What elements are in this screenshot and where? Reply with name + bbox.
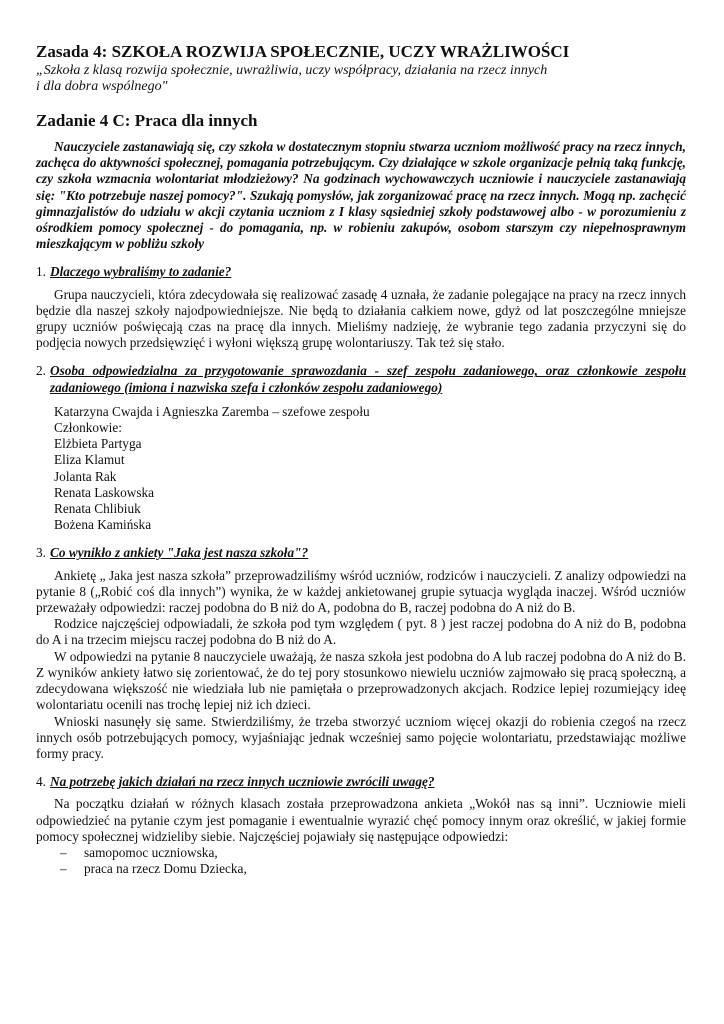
- section-1-paragraph: Grupa nauczycieli, która zdecydowała się realizować zasadę 4 uznała, że zadanie polegające na pracy na rzecz innych będzie dla naszej szkoły najodpowiedniejsze. Nie będą to działania całkiem nowe, gdyż od lat poszczególne mniejsze grupy uczniów poświęcają czas na pracę dla innych. Mieliśmy nadzieję, że wybranie tego zadania przyczyni się do podjęcia nowych przedsięwzięć i wyłoni większą grupę wolontariuszy. Tak też się stało.: [36, 286, 686, 351]
- section-2-number: 2.: [36, 363, 46, 379]
- section-4-heading: [36, 774, 686, 790]
- answer-item: – praca na rzecz Domu Dziecka,: [60, 861, 686, 877]
- section-2-heading: [36, 363, 686, 395]
- team-leaders: Katarzyna Cwajda i Agnieszka Zaremba – szefowe zespołu: [54, 403, 370, 419]
- team-member: Jolanta Rak: [54, 468, 117, 484]
- section-3-paragraph: W odpowiedzi na pytanie 8 nauczyciele uważają, że nasza szkoła jest podobna do A lub raczej podobna do A niż do B. Z wyników ankiety łatwo się zorientować, że do tej pory stosunkowo niewielu uczniów zajmowało się pracą społeczną, a zdecydowana większość nie wiedziała lub nie pamiętała o przeprowadzonych akcjach. Rodzice lepiej rozumiejący ideę wolontariatu ocenili nas trochę lepiej niż ich dzieci.: [36, 648, 686, 713]
- section-3-question: Co wynikło z ankiety "Jaka jest nasza szkoła"?: [49, 545, 309, 561]
- section-3-number: 3.: [36, 545, 46, 561]
- section-3-paragraph: Rodzice najczęściej odpowiadali, że szkoła pod tym względem ( pyt. 8 ) jest raczej podobna do A niż do B, podobna do A i na trzecim miejscu raczej podobna do B niż do A.: [36, 616, 686, 648]
- principle-title: Zasada 4: SZKOŁA ROZWIJA SPOŁECZNIE, UCZY WRAŻLIWOŚCI: [36, 42, 570, 61]
- section-3-paragraph: Wnioski nasunęły się same. Stwierdziliśmy, że trzeba stworzyć uczniom więcej okazji do robienia czegoś na rzecz innych osób potrzebujących pomocy, wyjaśniając jednak wcześniej samo pojęcie wolontariatu, przedstawiając możliwe formy pracy.: [36, 713, 686, 761]
- team-member: Elżbieta Partyga: [54, 436, 142, 452]
- team-member: Renata Chlibiuk: [54, 501, 141, 517]
- team-member: Renata Laskowska: [54, 484, 155, 500]
- section-4-number: 4.: [36, 774, 46, 790]
- team-member: Eliza Klamut: [54, 452, 125, 468]
- section-3-paragraph: Ankietę „ Jaka jest nasza szkoła” przeprowadziliśmy wśród uczniów, rodziców i nauczycieli. Z analizy odpowiedzi na pytanie 8 („Robić coś dla innych”) wynika, że w każdej ankietowanej grupie sytuacja wygląda inaczej. Wśród uczniów przeważały odpowiedzi: raczej podobna do B niż do A, podobna do B, raczej podobna do A niż do B.: [36, 567, 686, 616]
- team-member: Bożena Kamińska: [54, 517, 152, 533]
- members-label: Członkowie:: [54, 420, 122, 436]
- section-2-question: Osoba odpowiedzialna za przygotowanie sprawozdania - szef zespołu zadaniowego, oraz członkowie zespołu zadaniowego (imiona i nazwiska szefa i członków zespołu zadaniowego): [49, 363, 686, 395]
- section-1-heading: [36, 264, 686, 280]
- team-members-list: [54, 404, 686, 534]
- answer-item: – samopomoc uczniowska,: [60, 845, 686, 861]
- section-4-question: Na potrzebę jakich działań na rzecz innych uczniowie zwrócili uwagę?: [49, 774, 435, 790]
- answers-list: [36, 845, 686, 877]
- section-1-number: 1.: [36, 264, 46, 280]
- section-4-paragraph: Na początku działań w różnych klasach została przeprowadzona ankieta „Wokół nas są inni”. Uczniowie mieli odpowiedzieć na pytanie czym jest pomaganie i ewentualnie wyrazić chęć pomocy innym oraz określić, w jakiej formie pomocy społecznej widzieliby siebie. Najczęściej pojawiały się następujące odpowiedzi:: [36, 796, 686, 844]
- principle-subtitle: „Szkoła z klasą rozwija społecznie, uwrażliwia, uczy współpracy, działania na rzecz innych i dla dobra wspólnego": [36, 63, 548, 94]
- task-intro: Nauczyciele zastanawiają się, czy szkoła w dostatecznym stopniu stwarza uczniom możliwość pracy na rzecz innych, zachęca do aktywności społecznej, pomagania potrzebującym. Czy działające w szkole organizacje pełnią taką funkcję, czy szkoła wzmacnia wolontariat młodzieżowy? Na godzinach wychowawczych uczniowie i nauczyciele zastanawiają się: "Kto potrzebuje naszej pomocy?". Szukają pomysłów, jak zorganizować pracę na rzecz innych. Mogą np. zachęcić gimnazjalistów do udziału w akcji czytania uczniom z I klasy sąsiedniej szkoły podstawowej albo - w porozumieniu z ośrodkiem pomocy społecznej - do pomagania, np. w robieniu zakupów, osobom starszym czy niepełnosprawnym mieszkającym w pobliżu szkoły: [36, 139, 686, 252]
- task-title: Zadanie 4 C: Praca dla innych: [36, 111, 258, 130]
- section-1-question: Dlaczego wybraliśmy to zadanie?: [49, 264, 232, 280]
- section-3-heading: [36, 545, 686, 561]
